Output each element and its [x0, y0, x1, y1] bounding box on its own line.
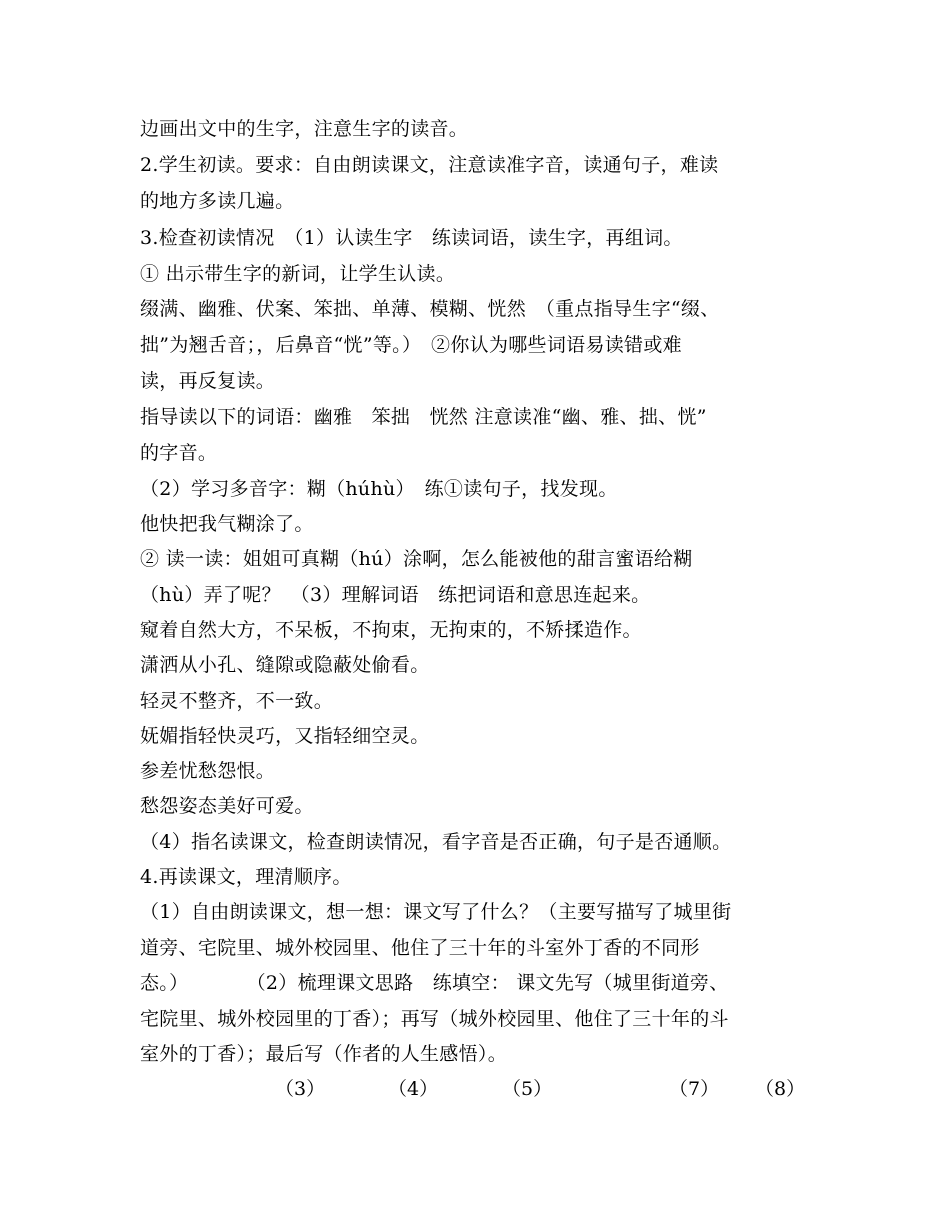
number-label: （3）	[275, 1078, 326, 1100]
number-label: （5）	[502, 1078, 553, 1100]
number-label: （7）	[669, 1078, 720, 1100]
text-line: 的字音。	[140, 442, 218, 464]
text-line: 3.检查初读情况 （1）认读生字 练读词语，读生字，再组词。	[140, 227, 683, 249]
text-line: 读，再反复读。	[140, 370, 276, 392]
number-label: （4）	[388, 1078, 439, 1100]
text-line: 道旁、宅院里、城外校园里、他住了三十年的斗室外丁香的不同形	[140, 937, 700, 959]
text-line: 拙”为翘舌音；，后鼻音“恍”等。） ②你认为哪些词语易读错或难	[140, 334, 682, 356]
text-line: 愁怨姿态美好可爱。	[140, 795, 314, 817]
text-line: 态。） （2）梳理课文思路 练填空： 课文先写（城里街道旁、	[140, 972, 729, 994]
text-line: 室外的丁香）；最后写（作者的人生感悟）。	[140, 1043, 508, 1065]
text-line: 轻灵不整齐，不一致。	[140, 690, 334, 712]
number-row	[0, 1076, 950, 1102]
text-line: 4.再读课文，理清顺序。	[140, 866, 352, 888]
text-line: 宅院里、城外校园里的丁香）；再写（城外校园里、他住了三十年的斗	[140, 1008, 729, 1030]
text-line: 窥着自然大方，不呆板，不拘束，无拘束的，不矫揉造作。	[140, 619, 642, 641]
text-line: 缀满、幽雅、伏案、笨拙、单薄、模糊、恍然 （重点指导生字“缀、	[140, 298, 720, 320]
text-line: （4）指名读课文，检查朗读情况，看字音是否正确，句子是否通顺。	[140, 831, 732, 853]
text-line: 2.学生初读。要求：自由朗读课文，注意读准字音，读通句子，难读	[140, 154, 719, 176]
text-line: 妩媚指轻快灵巧，又指轻细空灵。	[140, 725, 430, 747]
text-line: 指导读以下的词语：幽雅 笨拙 恍然 注意读准“幽、雅、拙、恍”	[140, 406, 707, 428]
text-line: ① 出示带生字的新词，让学生认读。	[140, 263, 456, 285]
text-line: 他快把我气糊涂了。	[140, 513, 314, 535]
text-line: （hù）弄了呢？ （3）理解词语 练把词语和意思连起来。	[140, 584, 651, 606]
text-line: 潇洒从小孔、缝隙或隐蔽处偷看。	[140, 654, 430, 676]
text-line: （2）学习多音字：糊（húhù） 练①读句子，找发现。	[140, 478, 618, 500]
text-line: 参差忧愁怨恨。	[140, 760, 276, 782]
text-line: （1）自由朗读课文，想一想：课文写了什么？（主要写描写了城里街	[140, 901, 732, 923]
text-line: 的地方多读几遍。	[140, 190, 295, 212]
text-line: 边画出文中的生字，注意生字的读音。	[140, 118, 469, 140]
text-line: ② 读一读：姐姐可真糊（hú）涂啊，怎么能被他的甜言蜜语给糊	[140, 548, 693, 570]
number-label: （8）	[755, 1078, 806, 1100]
